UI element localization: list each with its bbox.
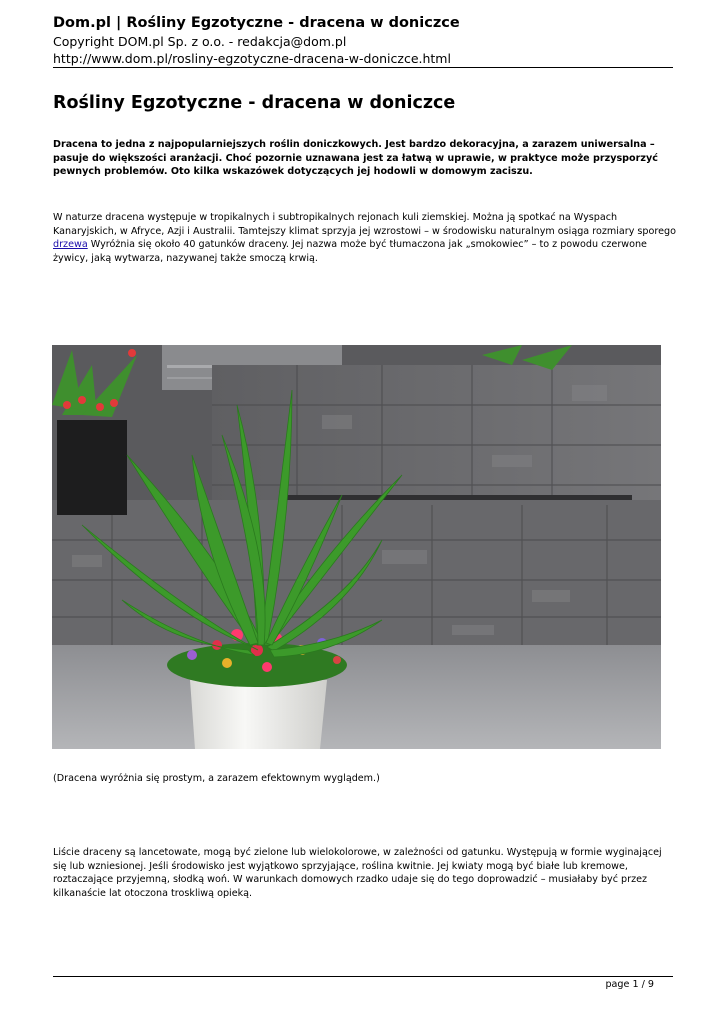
- site-title: Dom.pl | Rośliny Egzotyczne - dracena w doniczce: [53, 15, 460, 31]
- image-caption: (Dracena wyróżnia się prostym, a zarazem efektownym wyglądem.): [53, 773, 380, 784]
- footer-divider: [53, 976, 673, 977]
- paragraph-intro-text-continued: Wyróżnia się około 40 gatunków draceny. Jej nazwa może być tłumaczona jak „smokowiec” – to z powodu czerwone żywicy, jaką wytwarza, nazywanej także smoczą krwią.: [53, 239, 647, 264]
- tree-link[interactable]: drzewa: [53, 239, 88, 251]
- dracena-photo: [52, 345, 661, 749]
- page-number: page 1 / 9: [605, 979, 654, 990]
- source-url: http://www.dom.pl/rosliny-egzotyczne-dracena-w-doniczce.html: [53, 51, 451, 66]
- article-lead: Dracena to jedna z najpopularniejszych roślin doniczkowych. Jest bardzo dekoracyjna, a zarazem uniwersalna – pasuje do większości aranżacji. Choć pozornie uznawana jest za łatwą w uprawie, w praktyce może przysporzyć pewnych problemów. Oto kilka wskazówek dotyczących jej hodowli w domowym zaciszu.: [53, 139, 658, 178]
- paragraph-intro-text: W naturze dracena występuje w tropikalnych i subtropikalnych rejonach kuli ziemskiej. Można ją spotkać na Wyspach Kanaryjskich, w Afryce, Azji i Australii. Tamtejszy klimat sprzyja jej wzrostowi – w środowisku naturalnym osiąga rozmiary sporego: [53, 212, 676, 237]
- paragraph-intro: [53, 211, 678, 265]
- paragraph-leaves: Liście draceny są lancetowate, mogą być zielone lub wielokolorowe, w zależności od gatunku. Występują w formie wyginającej się lub wzniesionej. Jeśli środowisko jest wyjątkowo sprzyjające, roślina kwitnie. Jej kwiaty mogą być białe lub kremowe, roztaczające przyjemną, słodką woń. W warunkach domowych rzadko udaje się do tego doprowadzić – musiałaby być przez kilkanaście lat otoczona troskliwą opieką.: [53, 847, 662, 899]
- article-title: Rośliny Egzotyczne - dracena w doniczce: [53, 93, 456, 113]
- document-header: [53, 14, 673, 67]
- header-divider: [53, 67, 673, 68]
- copyright-line: Copyright DOM.pl Sp. z o.o. - redakcja@dom.pl: [53, 34, 347, 49]
